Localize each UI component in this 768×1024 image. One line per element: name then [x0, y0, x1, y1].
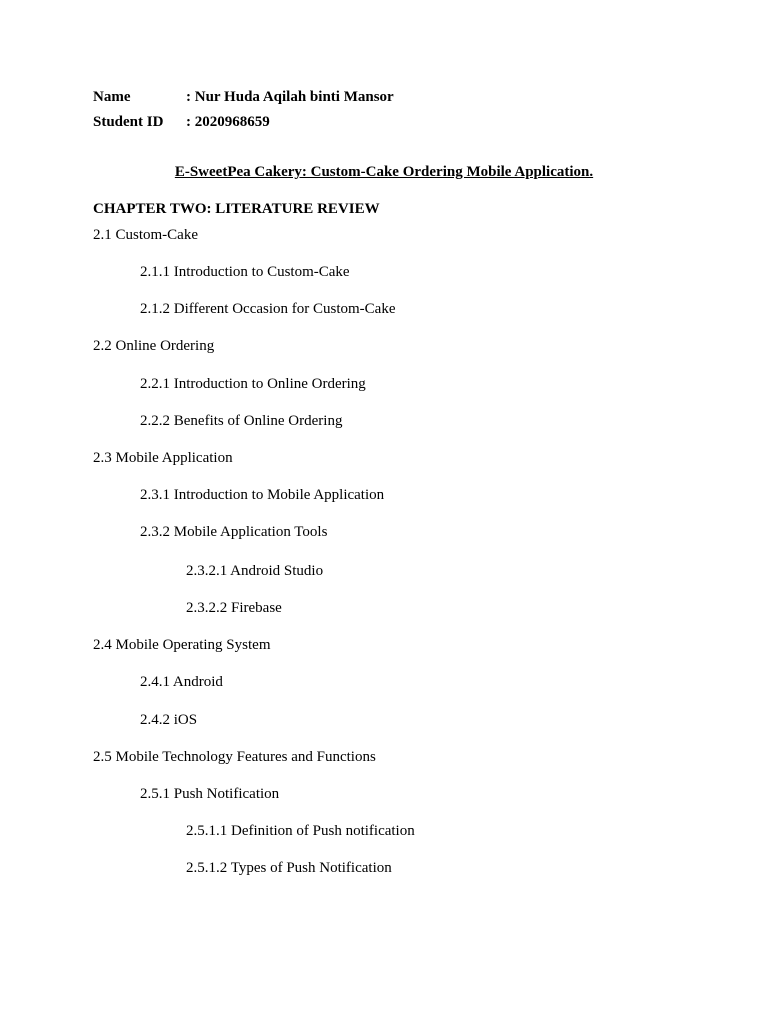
- toc-entry: 2.3.2.2 Firebase: [186, 600, 282, 616]
- toc-entry: 2.3.1 Introduction to Mobile Application: [140, 487, 385, 503]
- toc-entry: 2.4.2 iOS: [140, 712, 198, 728]
- toc-entry: 2.1 Custom-Cake: [93, 227, 198, 243]
- toc-entry: 2.2 Online Ordering: [93, 338, 215, 354]
- toc-entry: 2.4 Mobile Operating System: [93, 637, 271, 653]
- toc-entry: 2.5.1.1 Definition of Push notification: [186, 823, 415, 839]
- document-title: E-SweetPea Cakery: Custom-Cake Ordering Mobile Application.: [174, 164, 594, 180]
- toc-entry: 2.1.1 Introduction to Custom-Cake: [140, 264, 350, 280]
- chapter-heading: CHAPTER TWO: LITERATURE REVIEW: [93, 201, 380, 217]
- student-id-value: : 2020968659: [186, 114, 270, 130]
- toc-entry: 2.3.2 Mobile Application Tools: [140, 524, 328, 540]
- toc-entry: 2.2.1 Introduction to Online Ordering: [140, 376, 366, 392]
- toc-entry: 2.5.1 Push Notification: [140, 786, 280, 802]
- toc-entry: 2.3 Mobile Application: [93, 450, 233, 466]
- name-value: : Nur Huda Aqilah binti Mansor: [186, 89, 394, 105]
- toc-entry: 2.2.2 Benefits of Online Ordering: [140, 413, 343, 429]
- toc-entry: 2.1.2 Different Occasion for Custom-Cake: [140, 301, 396, 317]
- toc-entry: 2.3.2.1 Android Studio: [186, 563, 324, 579]
- student-id-label: Student ID: [93, 114, 164, 130]
- toc-entry: 2.5.1.2 Types of Push Notification: [186, 860, 392, 876]
- name-label: Name: [93, 89, 131, 105]
- toc-entry: 2.4.1 Android: [140, 674, 223, 690]
- toc-entry: 2.5 Mobile Technology Features and Functions: [93, 749, 376, 765]
